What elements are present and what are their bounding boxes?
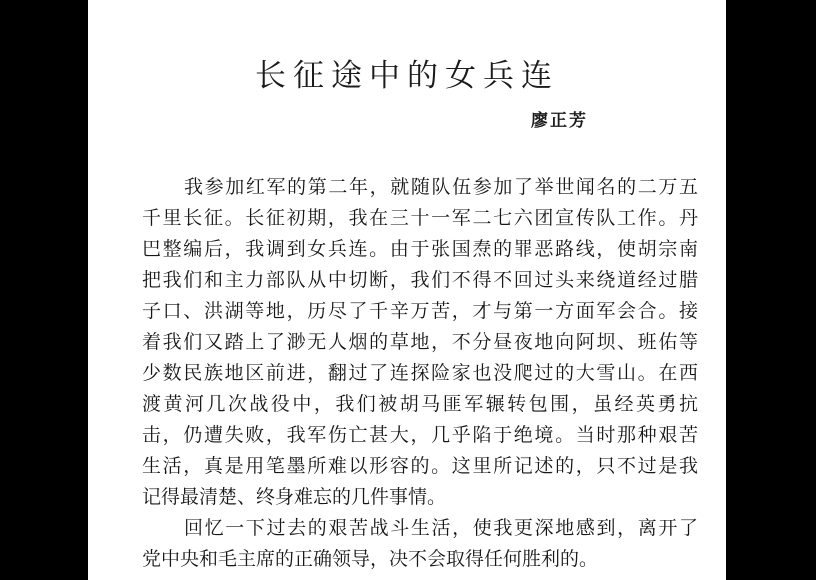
text-line: 渡黄河几次战役中，我们被胡马匪军辗转包围，虽经英勇抗: [142, 393, 698, 415]
text-line: 记得最清楚、终身难忘的几件事情。: [142, 486, 447, 508]
document-page: [88, 0, 726, 580]
text-line: 把我们和主力部队从中切断，我们不得不回过头来绕道经过腊: [142, 269, 698, 291]
article-title: 长征途中的女兵连: [255, 58, 559, 94]
text-line: 击，仍遭失败，我军伤亡甚大，几乎陷于绝境。当时那种艰苦: [142, 424, 698, 446]
text-line: 着我们又踏上了渺无人烟的草地，不分昼夜地向阿坝、班佑等: [142, 331, 698, 353]
article-author: 廖正芳: [531, 111, 588, 131]
text-line: 子口、洪湖等地，历尽了千辛万苦，才与第一方面军会合。接: [142, 300, 698, 322]
text-line: 少数民族地区前进，翻过了连探险家也没爬过的大雪山。在西: [142, 362, 698, 384]
text-line: 我参加红军的第二年，就随队伍参加了举世闻名的二万五: [184, 176, 698, 198]
text-line: 生活，真是用笔墨所难以形容的。这里所记述的，只不过是我: [142, 455, 698, 477]
text-line: 千里长征。长征初期，我在三十一军二七六团宣传队工作。丹: [142, 207, 698, 229]
text-line: 回忆一下过去的艰苦战斗生活，使我更深地感到，离开了: [184, 517, 698, 539]
article-body: [142, 172, 698, 575]
text-line: 党中央和毛主席的正确领导，决不会取得任何胜利的。: [142, 548, 599, 570]
text-line: 巴整编后，我调到女兵连。由于张国焘的罪恶路线，使胡宗南: [142, 238, 698, 260]
